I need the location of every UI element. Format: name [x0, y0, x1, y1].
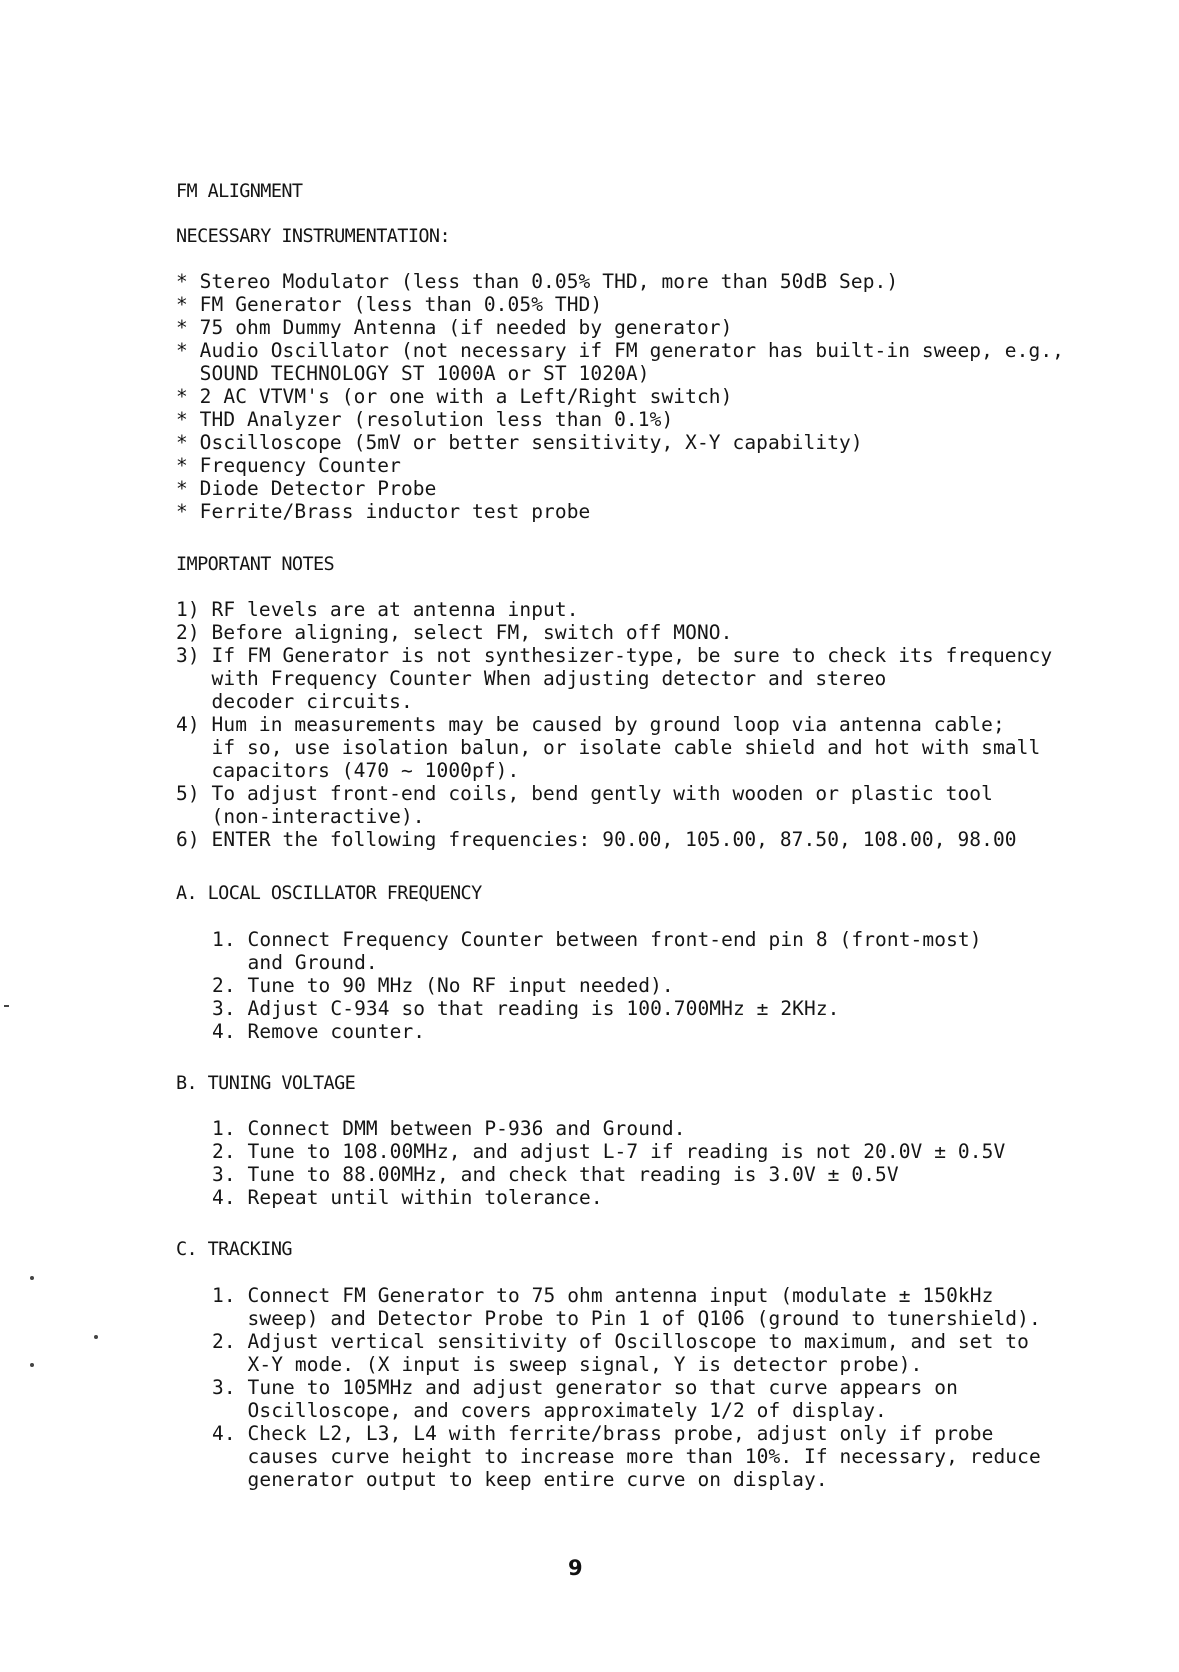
note-line: 6) ENTER the following frequencies: 90.00, 105.00, 87.50, 108.00, 98.00: [176, 828, 1017, 851]
section-b-step: 2. Tune to 108.00MHz, and adjust L-7 if reading is not 20.0V ± 0.5V: [212, 1140, 1006, 1163]
section-c-step: causes curve height to increase more than 10%. If necessary, reduce: [212, 1445, 1041, 1468]
scan-speck: [30, 1363, 34, 1367]
section-c-step: Oscilloscope, and covers approximately 1/2 of display.: [212, 1399, 887, 1422]
note-line: 5) To adjust front-end coils, bend gently with wooden or plastic tool: [176, 782, 993, 805]
scan-speck: [4, 1005, 9, 1007]
section-c-step: sweep) and Detector Probe to Pin 1 of Q106 (ground to tunershield).: [212, 1307, 1041, 1330]
section-a-step: 3. Adjust C-934 so that reading is 100.700MHz ± 2KHz.: [212, 997, 840, 1020]
section-c-step: X-Y mode. (X input is sweep signal, Y is detector probe).: [212, 1353, 923, 1376]
section-c-step: generator output to keep entire curve on display.: [212, 1468, 828, 1491]
section-a-step: 1. Connect Frequency Counter between front-end pin 8 (front-most): [212, 928, 982, 951]
note-line: (non-interactive).: [176, 805, 425, 828]
section-a-step: 4. Remove counter.: [212, 1020, 426, 1043]
section-c-step: 4. Check L2, L3, L4 with ferrite/brass probe, adjust only if probe: [212, 1422, 994, 1445]
note-line: if so, use isolation balun, or isolate cable shield and hot with small: [176, 736, 1041, 759]
note-line: decoder circuits.: [176, 690, 413, 713]
section-c-step: 1. Connect FM Generator to 75 ohm antenna input (modulate ± 150kHz: [212, 1284, 994, 1307]
instrument-line: * 2 AC VTVM's (or one with a Left/Right switch): [176, 385, 733, 408]
section-b-step: 1. Connect DMM between P-936 and Ground.: [212, 1117, 686, 1140]
note-line: 3) If FM Generator is not synthesizer-type, be sure to check its frequency: [176, 644, 1053, 667]
section-b-step: 3. Tune to 88.00MHz, and check that reading is 3.0V ± 0.5V: [212, 1163, 899, 1186]
section-a-heading: A. LOCAL OSCILLATOR FREQUENCY: [176, 883, 482, 904]
scan-speck: [30, 1276, 34, 1280]
section-c-step: 2. Adjust vertical sensitivity of Oscilloscope to maximum, and set to: [212, 1330, 1029, 1353]
note-line: 2) Before aligning, select FM, switch off MONO.: [176, 621, 733, 644]
page-number: 9: [568, 1556, 583, 1580]
notes-heading: IMPORTANT NOTES: [176, 554, 335, 575]
page-title: FM ALIGNMENT: [176, 181, 303, 202]
instrument-line: * FM Generator (less than 0.05% THD): [176, 293, 603, 316]
note-line: with Frequency Counter When adjusting detector and stereo: [176, 667, 887, 690]
instrument-line: * THD Analyzer (resolution less than 0.1%): [176, 408, 674, 431]
scan-speck: [94, 1335, 98, 1339]
section-a-step: and Ground.: [212, 951, 378, 974]
section-b-heading: B. TUNING VOLTAGE: [176, 1073, 356, 1094]
section-c-heading: C. TRACKING: [176, 1239, 292, 1260]
instrument-line: * Frequency Counter: [176, 454, 401, 477]
instrument-line: * 75 ohm Dummy Antenna (if needed by generator): [176, 316, 733, 339]
instrument-line: * Audio Oscillator (not necessary if FM generator has built-in sweep, e.g.,: [176, 339, 1064, 362]
instrument-line: SOUND TECHNOLOGY ST 1000A or ST 1020A): [176, 362, 650, 385]
section-c-step: 3. Tune to 105MHz and adjust generator so that curve appears on: [212, 1376, 958, 1399]
instrumentation-heading: NECESSARY INSTRUMENTATION:: [176, 226, 450, 247]
section-a-step: 2. Tune to 90 MHz (No RF input needed).: [212, 974, 674, 997]
note-line: capacitors (470 ~ 1000pf).: [176, 759, 520, 782]
instrument-line: * Ferrite/Brass inductor test probe: [176, 500, 591, 523]
note-line: 1) RF levels are at antenna input.: [176, 598, 579, 621]
instrument-line: * Stereo Modulator (less than 0.05% THD, more than 50dB Sep.): [176, 270, 899, 293]
section-b-step: 4. Repeat until within tolerance.: [212, 1186, 603, 1209]
instrument-line: * Oscilloscope (5mV or better sensitivity, X-Y capability): [176, 431, 863, 454]
instrument-line: * Diode Detector Probe: [176, 477, 437, 500]
note-line: 4) Hum in measurements may be caused by ground loop via antenna cable;: [176, 713, 1005, 736]
